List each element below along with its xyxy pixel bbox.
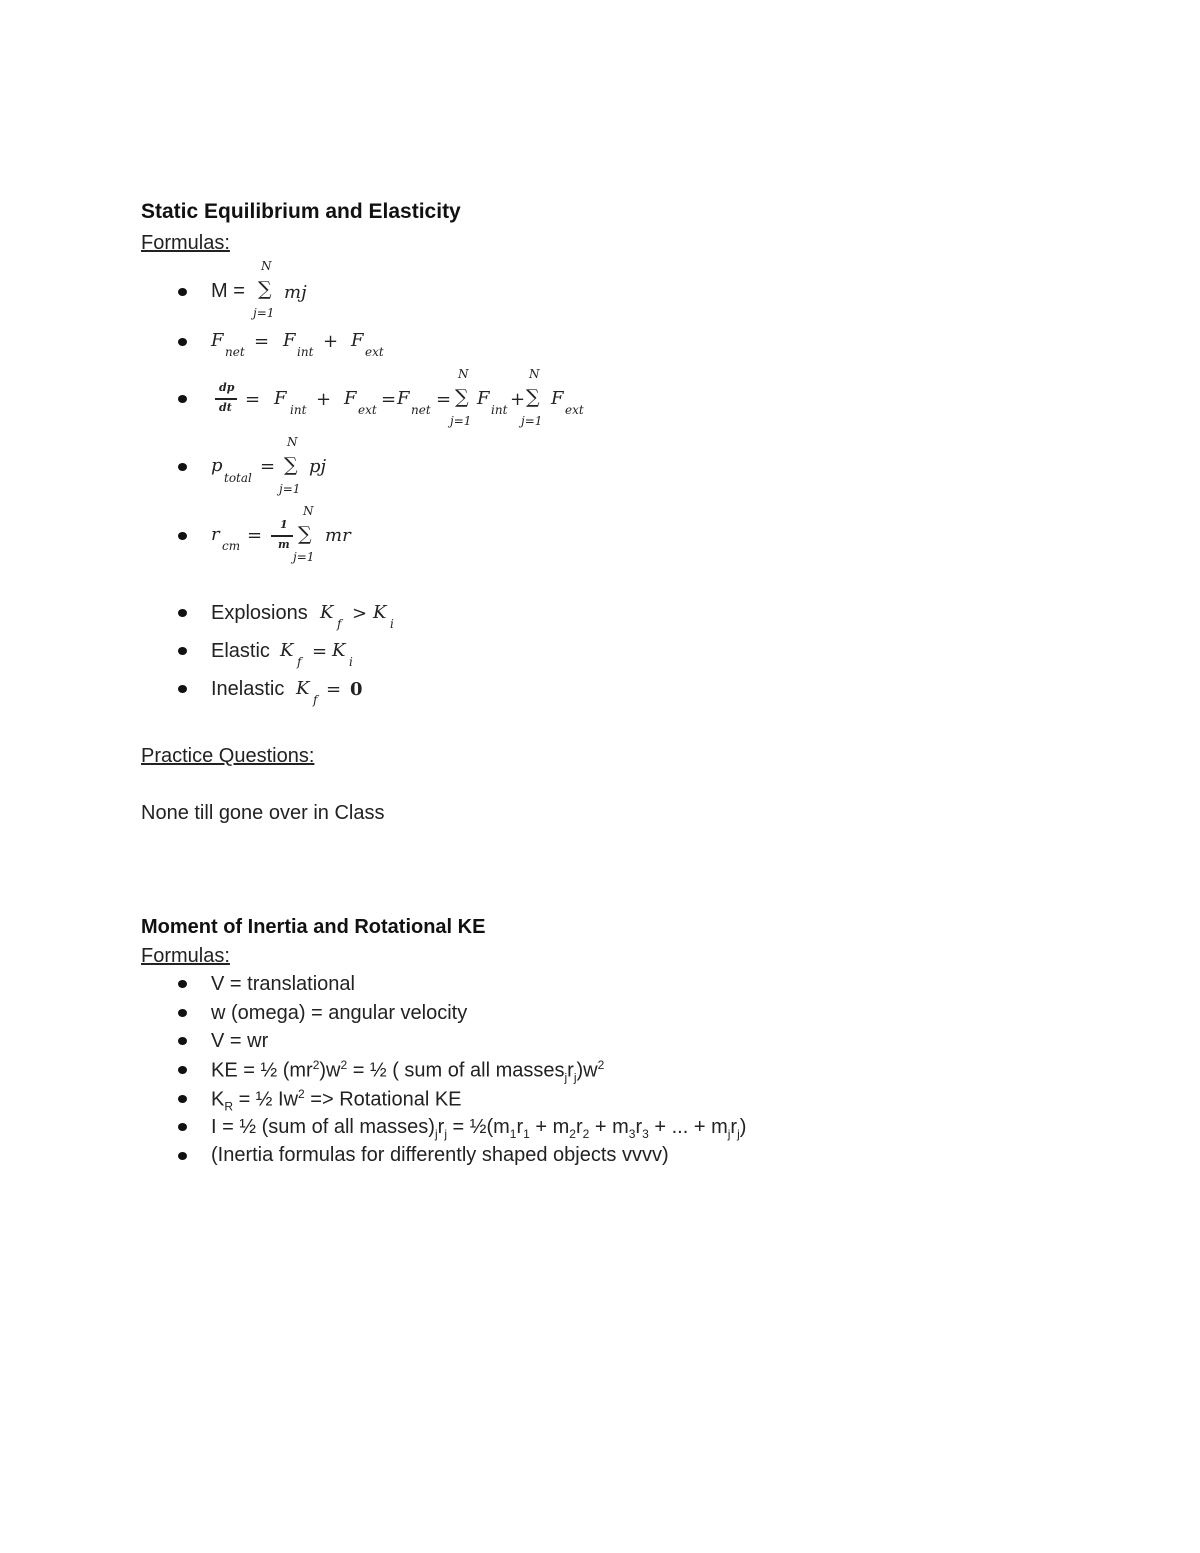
formula-inertia: I = ½ (sum of all $masses)_jr_j$ = $\frac{1}{2}(m_1r_1 + m_2r_2 + m_3r_3$ + ... + $m_jr_j$) <box>211 1116 747 1141</box>
formulas-label: Formulas: <box>141 232 230 254</box>
bullet-icon <box>178 609 187 617</box>
section-title-static-equilibrium: Static Equilibrium and Elasticity <box>141 200 461 223</box>
bullet-icon <box>178 532 187 540</box>
bullet-icon <box>178 1009 187 1017</box>
practice-questions-text: None till gone over in Class <box>141 802 385 824</box>
bullet-icon <box>178 1066 187 1074</box>
section-title-moment-of-inertia: Moment of Inertia and Rotational KE <box>141 916 486 938</box>
fraction-bar <box>271 535 293 537</box>
formula-v-wr: V = wr <box>211 1030 269 1052</box>
bullet-icon <box>178 1037 187 1045</box>
bullet-icon <box>178 395 187 403</box>
bullet-icon <box>178 980 187 988</box>
formula-kr: $K_R$ = ½ $Iw^2$ => Rotational KE <box>211 1087 462 1114</box>
bullet-icon <box>178 1123 187 1131</box>
formula-v-translational: V = translational <box>211 973 355 995</box>
bullet-icon <box>178 647 187 655</box>
formula-ke: KE = ½ $(mr^2)w^2$ = ½ ( sum of all $masses_jr_j)w^2$ <box>211 1058 605 1085</box>
bullet-icon <box>178 1095 187 1103</box>
formula-inertia-shapes-note: (Inertia formulas for differently shaped objects vvvv) <box>211 1144 669 1166</box>
formula-angular-velocity: w (omega) = angular velocity <box>211 1002 468 1024</box>
practice-questions-label: Practice Questions: <box>141 745 315 767</box>
fraction-bar <box>215 398 237 400</box>
document-page: Static Equilibrium and Elasticity Formulas: M = N ∑ j=1 mj F net = F int + F ext dp dt = F int + F ext = F net = N ∑ j=1 F int + N ∑ j=1 F ext p total = N ∑ j=1 pj r cm = 1 m N ∑ j=1 mr Explosions K f > K i Elastic K f = K i Inelastic K f = 0 Practice Questions: None till gone over in Class Moment of Inertia and Rotational KE Formulas: V = translational w (omega) = angular velocity V = wr KE = ½ $(mr^2)w^2$ = ½ ( sum of all $masses_jr_j)w^2$ $K_R$ = ½ $Iw^2$ => Rotational KE I = ½ (sum of all $masses)_jr_j$ = $\frac{1}{2}(m_1r_1 + m_2r_2 + m_3r_3$ + ... + $m_jr_j$) (Inertia formulas for differently shaped objects vvvv) <box>141 200 747 1166</box>
bullet-icon <box>178 338 187 346</box>
bullet-icon <box>178 288 187 296</box>
bullet-icon <box>178 685 187 693</box>
bullet-icon <box>178 463 187 471</box>
bullet-icon <box>178 1152 187 1160</box>
formulas-label-2: Formulas: <box>141 945 230 967</box>
